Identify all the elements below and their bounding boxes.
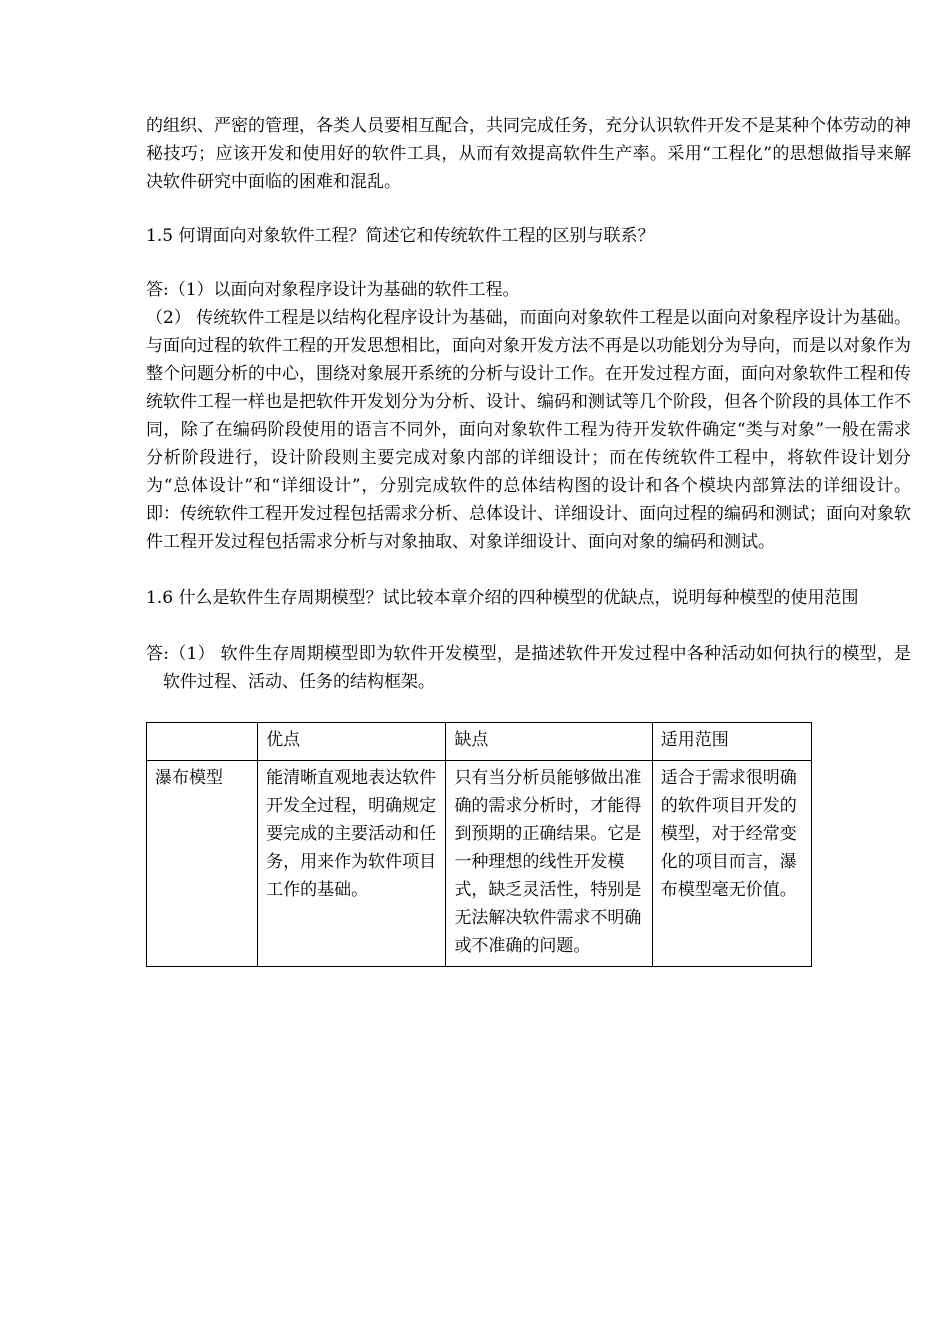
table-header-cell xyxy=(147,723,258,761)
table-row xyxy=(147,761,812,967)
table-cell-cons: 只有当分析员能够做出准确的需求分析时，才能得到预期的正确结果。它是一种理想的线性开发模式，缺乏灵活性，特别是无法解决软件需求不明确或不准确的问题。 xyxy=(446,761,652,967)
table-header-cell: 缺点 xyxy=(446,723,652,761)
model-comparison-table xyxy=(146,722,812,967)
question-1-6: 1.6 什么是软件生存周期模型？试比较本章介绍的四种模型的优缺点，说明每种模型的使用范围 xyxy=(146,588,859,608)
document-page xyxy=(146,112,911,967)
answer-1-5-part2: （2） 传统软件工程是以结构化程序设计为基础，而面向对象软件工程是以面向对象程序设计为基础。与面向过程的软件工程的开发思想相比，面向对象开发方法不再是以功能划分为导向，而是以对象作为整个问题分析的中心，围绕对象展开系统的分析与设计工作。在开发过程方面，面向对象软件工程和传统软件工程一样也是把软件开发划分为分析、设计、编码和测试等几个阶段，但各个阶段的具体工作不同，除了在编码阶段使用的语言不同外，面向对象软件工程为待开发软件确定“类与对象”一般在需求分析阶段进行，设计阶段则主要完成对象内部的详细设计；而在传统软件工程中，将软件设计划分为“总体设计”和“详细设计”，分别完成软件的总体结构图的设计和各个模块内部算法的详细设计。即：传统软件工程开发过程包括需求分析、总体设计、详细设计、面向过程的编码和测试；面向对象软件工程开发过程包括需求分析与对象抽取、对象详细设计、面向对象的编码和测试。 xyxy=(146,308,911,552)
paragraph-intro: 的组织、严密的管理，各类人员要相互配合，共同完成任务，充分认识软件开发不是某种个体劳动的神秘技巧；应该开发和使用好的软件工具，从而有效提高软件生产率。采用“工程化”的思想做指导来解决软件研究中面临的困难和混乱。 xyxy=(146,116,911,192)
table-cell-model: 瀑布模型 xyxy=(147,761,258,967)
answer-1-6-part1: 答:（1） 软件生存周期模型即为软件开发模型，是描述软件开发过程中各种活动如何执行的模型，是软件过程、活动、任务的结构框架。 xyxy=(146,644,911,692)
table-cell-pros: 能清晰直观地表达软件开发全过程，明确规定要完成的主要活动和任务，用来作为软件项目工作的基础。 xyxy=(258,761,446,967)
table-cell-scope: 适合于需求很明确的软件项目开发的模型，对于经常变化的项目而言，瀑布模型毫无价值。 xyxy=(652,761,811,967)
answer-1-5-part1: 答:（1）以面向对象程序设计为基础的软件工程。 xyxy=(146,280,520,300)
question-1-5: 1.5 何谓面向对象软件工程？简述它和传统软件工程的区别与联系？ xyxy=(146,226,655,246)
table-header-row xyxy=(147,723,812,761)
table-header-cell: 适用范围 xyxy=(652,723,811,761)
table-header-cell: 优点 xyxy=(258,723,446,761)
